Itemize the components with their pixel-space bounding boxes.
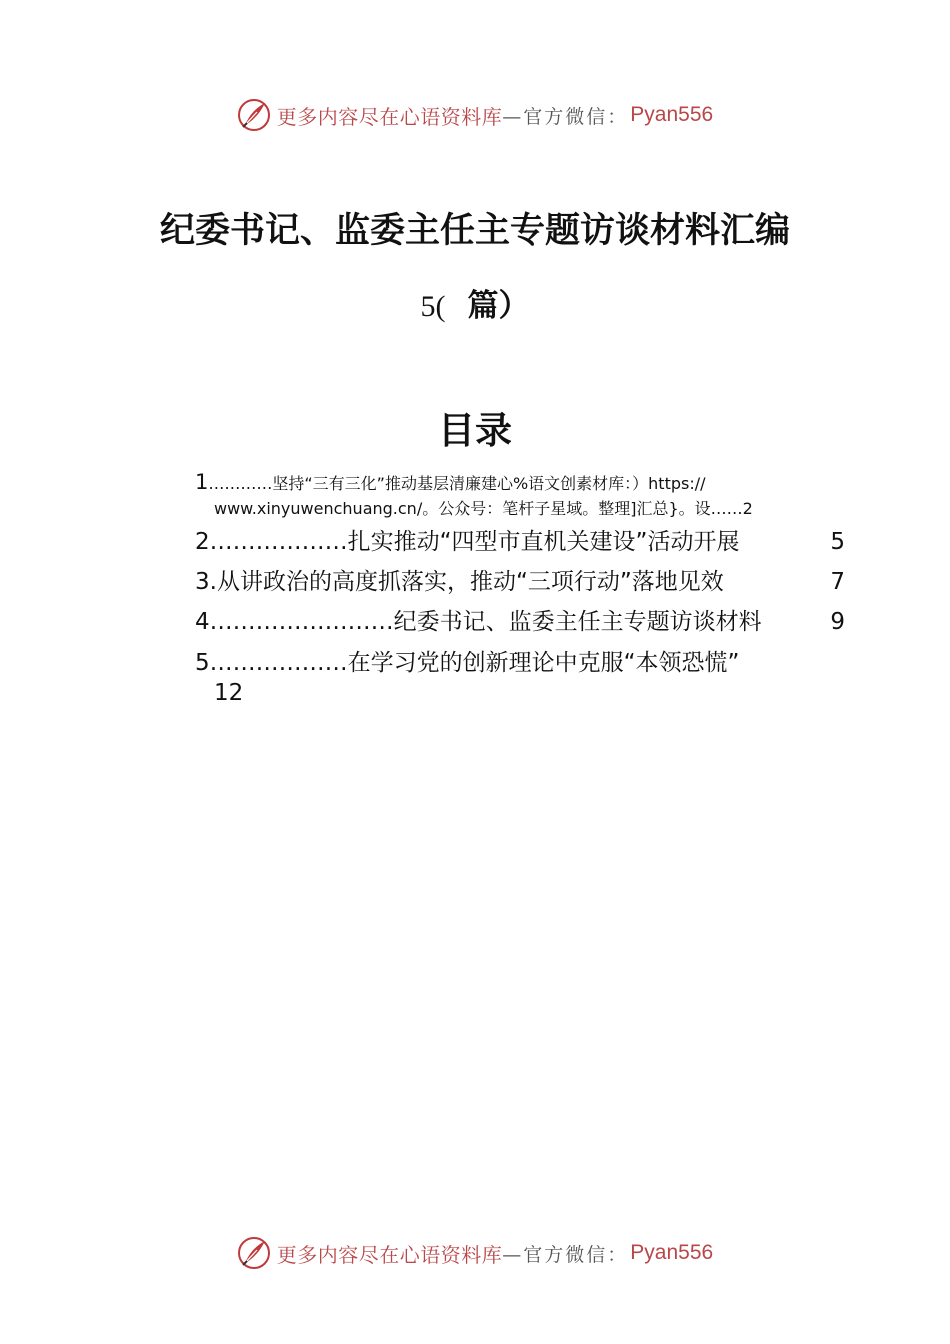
banner-brand-text: 更多内容尽在心语资料库 [276, 1242, 503, 1267]
toc-entry-page: 2 [742, 499, 753, 518]
quill-logo-icon [237, 98, 271, 132]
toc-entry-leader: ……………… [209, 529, 348, 555]
toc-entry-title: 坚持“三有三化”推动基层清廉建心%语文创素材库：）https:// [272, 474, 706, 493]
banner-account-id: Pyan556 [630, 103, 714, 126]
article-count-word: 篇） [467, 288, 530, 324]
toc-entry-number: 2 [195, 529, 210, 555]
banner-account-id: Pyan556 [630, 1241, 714, 1264]
toc-entry-page: 5 [830, 529, 845, 555]
table-of-contents [195, 470, 845, 708]
quill-logo-icon [237, 1236, 271, 1270]
header-banner [0, 95, 950, 135]
toc-entry-title-continued [195, 496, 845, 521]
toc-entry-2[interactable] [195, 522, 845, 562]
toc-entry-title-line2: www.xinyuwenchuang.cn/。公众号：笔杆子星域。整理]汇总}。设 [214, 499, 711, 518]
toc-entry-title: 从讲政治的高度抓落实，推动“三项行动”落地见效 [216, 569, 724, 595]
toc-entry-title: 扎实推动“四型市直机关建设”活动开展 [347, 529, 740, 555]
toc-entry-5[interactable] [195, 642, 845, 708]
toc-entry-leader: . [209, 569, 217, 595]
toc-entry-number: 3 [195, 569, 210, 595]
banner-wechat-label: —官方微信： [502, 105, 629, 128]
toc-entry-4[interactable] [195, 602, 845, 642]
toc-entry-leader-2: …… [710, 499, 743, 518]
toc-entry-number: 4 [195, 609, 210, 635]
toc-entry-title: 在学习党的创新理论中克服“本领恐慌” [347, 650, 740, 676]
banner-wechat-label: —官方微信： [502, 1243, 629, 1266]
toc-entry-title: 纪委书记、监委主任主专题访谈材料 [393, 609, 762, 635]
toc-entry-number: 1 [195, 470, 209, 494]
banner-brand-text: 更多内容尽在心语资料库 [276, 104, 503, 129]
toc-entry-leader: ……………… [209, 650, 348, 676]
toc-entry-page: 12 [214, 680, 244, 706]
toc-entry-page: 7 [830, 569, 845, 595]
toc-entry-leader: …………………… [209, 609, 394, 635]
toc-entry-page: 9 [830, 609, 845, 635]
article-count-number: 5( [420, 290, 446, 323]
toc-entry-3[interactable] [195, 562, 845, 602]
toc-heading: 目录 [438, 408, 512, 452]
footer-banner [0, 1233, 950, 1273]
toc-entry-leader: ………… [208, 474, 273, 493]
article-count [0, 280, 950, 325]
toc-entry-1[interactable] [195, 470, 845, 522]
toc-entry-number: 5 [195, 650, 210, 676]
document-title: 纪委书记、监委主任主专题访谈材料汇编 [159, 210, 790, 251]
